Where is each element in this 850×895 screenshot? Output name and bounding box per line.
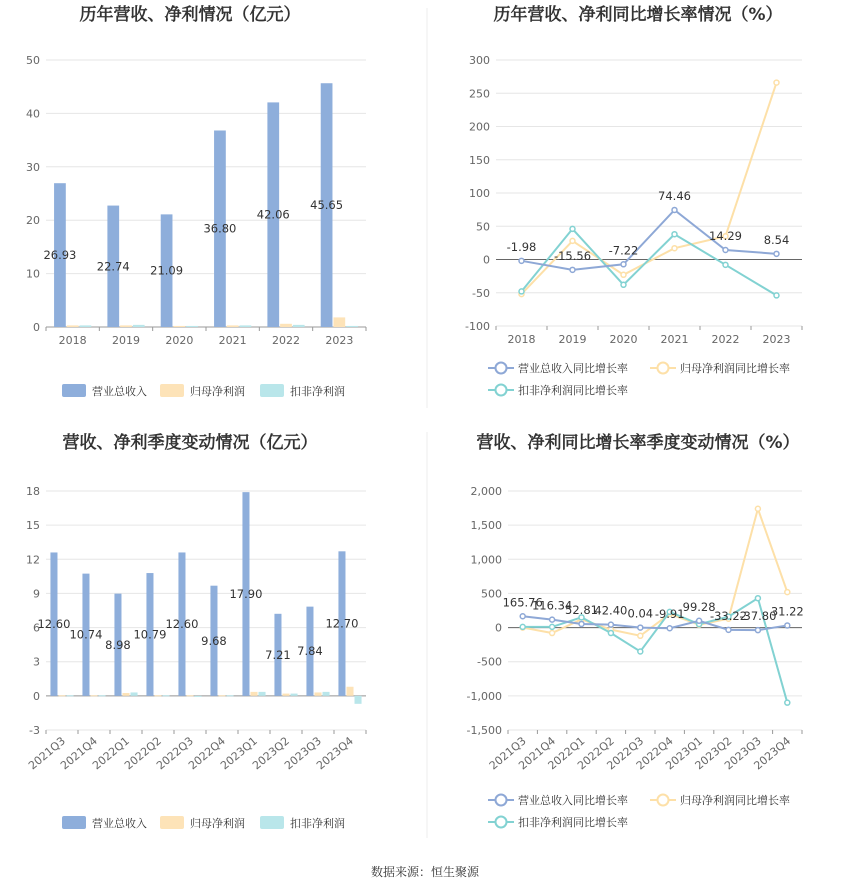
data-label: 8.98 bbox=[105, 637, 131, 652]
bar-2 bbox=[314, 692, 321, 695]
x-tick-label: 2023Q1 bbox=[663, 734, 706, 773]
data-point-1 bbox=[697, 618, 702, 623]
data-label: 21.09 bbox=[150, 263, 184, 278]
bar-2 bbox=[122, 693, 129, 696]
data-label: 12.60 bbox=[37, 617, 71, 632]
data-point-2 bbox=[672, 246, 677, 251]
data-point-1 bbox=[755, 628, 760, 633]
y-tick-label: -1,500 bbox=[466, 724, 502, 737]
y-tick-label: 18 bbox=[26, 485, 40, 498]
data-label: -37.80 bbox=[739, 609, 777, 624]
y-tick-label: 150 bbox=[469, 153, 490, 167]
y-tick-label: -500 bbox=[477, 655, 502, 669]
bar-3 bbox=[67, 695, 74, 696]
data-point-1 bbox=[774, 251, 779, 256]
legend-label: 营业总收入 bbox=[92, 817, 147, 830]
x-tick-label: 2023 bbox=[762, 333, 791, 346]
chart-title: 历年营收、净利情况（亿元） bbox=[79, 5, 301, 25]
bar-2 bbox=[227, 325, 239, 327]
x-tick-label: 2022Q1 bbox=[545, 734, 588, 773]
data-label: 8.54 bbox=[763, 232, 790, 247]
legend-item-2 bbox=[650, 793, 790, 807]
chart-title: 营收、净利同比增长率季度变动情况（%） bbox=[476, 433, 800, 453]
legend-label: 归母净利润 bbox=[190, 385, 245, 398]
chart-panel-1 bbox=[26, 4, 366, 398]
data-label: 165.76 bbox=[502, 595, 543, 610]
legend-swatch-marker bbox=[496, 795, 507, 806]
x-tick-label: 2019 bbox=[558, 333, 587, 346]
data-label: 0.04 bbox=[627, 606, 654, 621]
data-label: -15.56 bbox=[553, 248, 592, 263]
chart-title: 历年营收、净利同比增长率情况（%） bbox=[493, 5, 783, 25]
y-tick-label: 20 bbox=[26, 214, 40, 228]
data-label: 42.40 bbox=[594, 603, 628, 618]
x-tick-label: 2022Q3 bbox=[154, 734, 196, 773]
bar-3 bbox=[133, 325, 145, 327]
legend-swatch bbox=[62, 816, 86, 829]
legend-label: 扣非净利润同比增长率 bbox=[518, 384, 628, 397]
data-point-2 bbox=[785, 590, 790, 595]
y-tick-label: 0 bbox=[483, 253, 490, 267]
bar-2 bbox=[280, 324, 292, 327]
y-tick-label: 500 bbox=[481, 587, 502, 601]
data-point-1 bbox=[785, 623, 790, 628]
data-point-2 bbox=[755, 506, 760, 511]
y-tick-label: -3 bbox=[29, 724, 40, 737]
data-label: 52.81 bbox=[565, 602, 598, 617]
data-point-3 bbox=[638, 649, 643, 654]
x-tick-label: 2020 bbox=[609, 333, 638, 346]
bar-2 bbox=[282, 694, 289, 696]
data-point-2 bbox=[550, 631, 555, 636]
x-tick-label: 2023Q3 bbox=[282, 734, 324, 773]
y-tick-label: 0 bbox=[33, 689, 40, 703]
bar-3 bbox=[99, 695, 106, 696]
data-label: 7.84 bbox=[297, 644, 323, 659]
data-point-1 bbox=[550, 617, 555, 622]
data-label: 42.06 bbox=[256, 207, 290, 222]
x-tick-label: 2022 bbox=[272, 334, 300, 347]
legend-label: 归母净利润 bbox=[190, 817, 245, 830]
bar-3 bbox=[240, 325, 252, 327]
y-tick-label: 40 bbox=[26, 107, 40, 121]
legend-swatch-marker bbox=[496, 363, 507, 374]
legend-swatch bbox=[260, 384, 284, 397]
y-tick-label: 50 bbox=[476, 220, 490, 234]
data-label: 74.46 bbox=[658, 188, 691, 203]
x-tick-label: 2018 bbox=[507, 333, 536, 346]
legend-item-1 bbox=[62, 816, 147, 830]
bar-3 bbox=[227, 695, 234, 696]
bar-3 bbox=[131, 692, 138, 695]
x-tick-label: 2021 bbox=[660, 333, 689, 346]
x-tick-label: 2021Q3 bbox=[486, 734, 529, 773]
legend-item-1 bbox=[62, 384, 147, 398]
bar-2 bbox=[90, 695, 97, 696]
y-tick-label: 200 bbox=[469, 120, 490, 134]
data-point-1 bbox=[638, 625, 643, 630]
legend-item-3 bbox=[260, 816, 345, 830]
data-point-3 bbox=[621, 282, 626, 287]
bar-3 bbox=[323, 692, 330, 696]
y-tick-label: 3 bbox=[33, 655, 40, 669]
data-label: 10.74 bbox=[69, 627, 103, 642]
x-tick-label: 2018 bbox=[58, 334, 87, 347]
x-tick-label: 2023Q1 bbox=[218, 734, 260, 773]
y-tick-label: 30 bbox=[26, 160, 40, 174]
legend-swatch-marker bbox=[496, 817, 507, 828]
bar-3 bbox=[355, 696, 362, 704]
chart-panel-2 bbox=[465, 4, 802, 397]
bar-2 bbox=[67, 325, 79, 327]
data-point-3 bbox=[774, 293, 779, 298]
legend-label: 营业总收入同比增长率 bbox=[518, 362, 628, 375]
chart-title: 营收、净利季度变动情况（亿元） bbox=[62, 433, 318, 453]
legend-item-2 bbox=[650, 361, 790, 375]
x-tick-label: 2023Q3 bbox=[722, 734, 764, 773]
x-tick-label: 2023Q4 bbox=[751, 734, 794, 773]
legend-swatch bbox=[160, 816, 184, 829]
legend-item-2 bbox=[160, 816, 245, 830]
chart-panel-4 bbox=[467, 432, 804, 829]
data-label: 31.22 bbox=[770, 604, 804, 619]
x-tick-label: 2023Q4 bbox=[314, 734, 356, 773]
data-point-1 bbox=[570, 267, 575, 272]
y-tick-label: 2,000 bbox=[470, 485, 502, 498]
x-tick-label: 2022Q4 bbox=[186, 734, 228, 773]
data-point-2 bbox=[774, 80, 779, 85]
bar-2 bbox=[218, 695, 225, 696]
data-label: 12.70 bbox=[325, 616, 359, 631]
data-point-1 bbox=[621, 262, 626, 267]
data-point-1 bbox=[672, 207, 677, 212]
y-tick-label: 250 bbox=[469, 87, 490, 101]
data-point-1 bbox=[726, 627, 731, 632]
data-point-1 bbox=[608, 622, 613, 627]
y-tick-label: 0 bbox=[495, 621, 502, 635]
legend-swatch bbox=[160, 384, 184, 397]
data-label: 99.28 bbox=[682, 599, 716, 614]
bar-2 bbox=[250, 692, 257, 696]
x-tick-label: 2022Q1 bbox=[90, 734, 132, 773]
data-point-1 bbox=[723, 247, 728, 252]
data-label: 9.68 bbox=[201, 633, 227, 648]
legend-item-3 bbox=[260, 384, 345, 398]
bar-2 bbox=[333, 317, 345, 327]
data-point-3 bbox=[519, 289, 524, 294]
x-tick-label: 2022Q2 bbox=[122, 734, 164, 773]
x-tick-label: 2022 bbox=[711, 333, 740, 346]
data-label: 7.21 bbox=[265, 647, 291, 662]
data-point-3 bbox=[608, 631, 613, 636]
y-tick-label: -1,000 bbox=[466, 689, 502, 703]
bar-2 bbox=[58, 695, 65, 696]
data-label: 10.79 bbox=[133, 627, 167, 642]
y-tick-label: 15 bbox=[26, 519, 40, 533]
legend-label: 扣非净利润同比增长率 bbox=[518, 816, 628, 829]
legend-swatch-marker bbox=[658, 363, 669, 374]
data-label: 26.93 bbox=[43, 248, 77, 263]
data-label: -9.91 bbox=[654, 607, 685, 622]
legend-item-2 bbox=[160, 384, 245, 398]
bar-3 bbox=[346, 326, 358, 327]
bar-3 bbox=[186, 326, 198, 327]
data-label: -7.22 bbox=[608, 243, 639, 258]
data-label: 17.90 bbox=[229, 586, 263, 601]
legend-item-1 bbox=[488, 793, 628, 807]
bar-2 bbox=[186, 695, 193, 696]
legend-swatch bbox=[62, 384, 86, 397]
x-tick-label: 2023 bbox=[325, 334, 354, 347]
x-tick-label: 2020 bbox=[165, 334, 194, 347]
y-tick-label: -50 bbox=[472, 286, 490, 300]
data-point-1 bbox=[579, 621, 584, 626]
bar-3 bbox=[80, 325, 92, 327]
data-label: 36.80 bbox=[203, 221, 237, 236]
data-point-3 bbox=[785, 700, 790, 705]
data-label: 12.60 bbox=[165, 617, 199, 632]
y-tick-label: -100 bbox=[465, 320, 490, 333]
x-tick-label: 2019 bbox=[112, 334, 140, 347]
bar-3 bbox=[259, 692, 266, 696]
legend-item-1 bbox=[488, 361, 628, 375]
x-tick-label: 2023Q2 bbox=[250, 734, 292, 773]
legend-item-3 bbox=[488, 383, 628, 397]
data-point-3 bbox=[672, 232, 677, 237]
data-label: -33.22 bbox=[709, 608, 748, 623]
data-point-1 bbox=[667, 626, 672, 631]
data-point-3 bbox=[755, 596, 760, 601]
bar-3 bbox=[195, 696, 202, 697]
y-tick-label: 0 bbox=[33, 321, 40, 334]
bar-3 bbox=[291, 694, 298, 696]
x-tick-label: 2021 bbox=[218, 334, 247, 347]
data-point-2 bbox=[621, 272, 626, 277]
y-tick-label: 1,500 bbox=[470, 519, 502, 533]
x-tick-label: 2022Q3 bbox=[604, 734, 647, 773]
legend-swatch-marker bbox=[496, 385, 507, 396]
y-tick-label: 50 bbox=[26, 54, 40, 67]
data-point-2 bbox=[570, 238, 575, 243]
bar-2 bbox=[120, 325, 132, 327]
bar-2 bbox=[154, 695, 161, 696]
chart-panel-3 bbox=[26, 432, 366, 830]
y-tick-label: 10 bbox=[26, 267, 40, 281]
data-point-1 bbox=[519, 258, 524, 263]
y-tick-label: 1,000 bbox=[470, 553, 502, 567]
legend-label: 扣非净利润 bbox=[290, 385, 345, 398]
data-point-1 bbox=[520, 614, 525, 619]
y-tick-label: 300 bbox=[469, 54, 490, 67]
legend-label: 营业总收入同比增长率 bbox=[518, 794, 628, 807]
data-source-note: 数据来源：恒生聚源 bbox=[370, 865, 480, 879]
data-point-3 bbox=[570, 226, 575, 231]
data-label: 45.65 bbox=[310, 198, 344, 213]
y-tick-label: 9 bbox=[33, 587, 40, 601]
bar-3 bbox=[163, 695, 170, 696]
data-label: 22.74 bbox=[96, 259, 130, 274]
bar-2 bbox=[173, 326, 185, 327]
y-tick-label: 6 bbox=[33, 621, 40, 635]
data-point-2 bbox=[638, 633, 643, 638]
y-tick-label: 12 bbox=[26, 553, 40, 567]
data-label: 116.34 bbox=[531, 598, 573, 613]
bar-3 bbox=[293, 325, 305, 327]
legend-item-3 bbox=[488, 815, 628, 829]
legend-label: 归母净利润同比增长率 bbox=[680, 362, 790, 375]
legend-swatch-marker bbox=[658, 795, 669, 806]
x-tick-label: 2022Q4 bbox=[633, 734, 676, 773]
x-tick-label: 2023Q2 bbox=[692, 734, 735, 773]
data-point-3 bbox=[550, 624, 555, 629]
legend-label: 归母净利润同比增长率 bbox=[680, 794, 790, 807]
legend-label: 扣非净利润 bbox=[290, 817, 345, 830]
legend-label: 营业总收入 bbox=[92, 385, 147, 398]
bar-2 bbox=[346, 687, 353, 696]
x-tick-label: 2022Q2 bbox=[575, 734, 617, 773]
x-tick-label: 2021Q4 bbox=[516, 734, 559, 773]
data-label: -1.98 bbox=[506, 239, 537, 254]
legend-swatch bbox=[260, 816, 284, 829]
data-point-3 bbox=[723, 262, 728, 267]
x-tick-label: 2021Q4 bbox=[58, 734, 100, 773]
x-tick-label: 2021Q3 bbox=[26, 734, 68, 773]
y-tick-label: 100 bbox=[469, 187, 490, 200]
data-label: 14.29 bbox=[709, 228, 742, 243]
data-point-3 bbox=[520, 624, 525, 629]
